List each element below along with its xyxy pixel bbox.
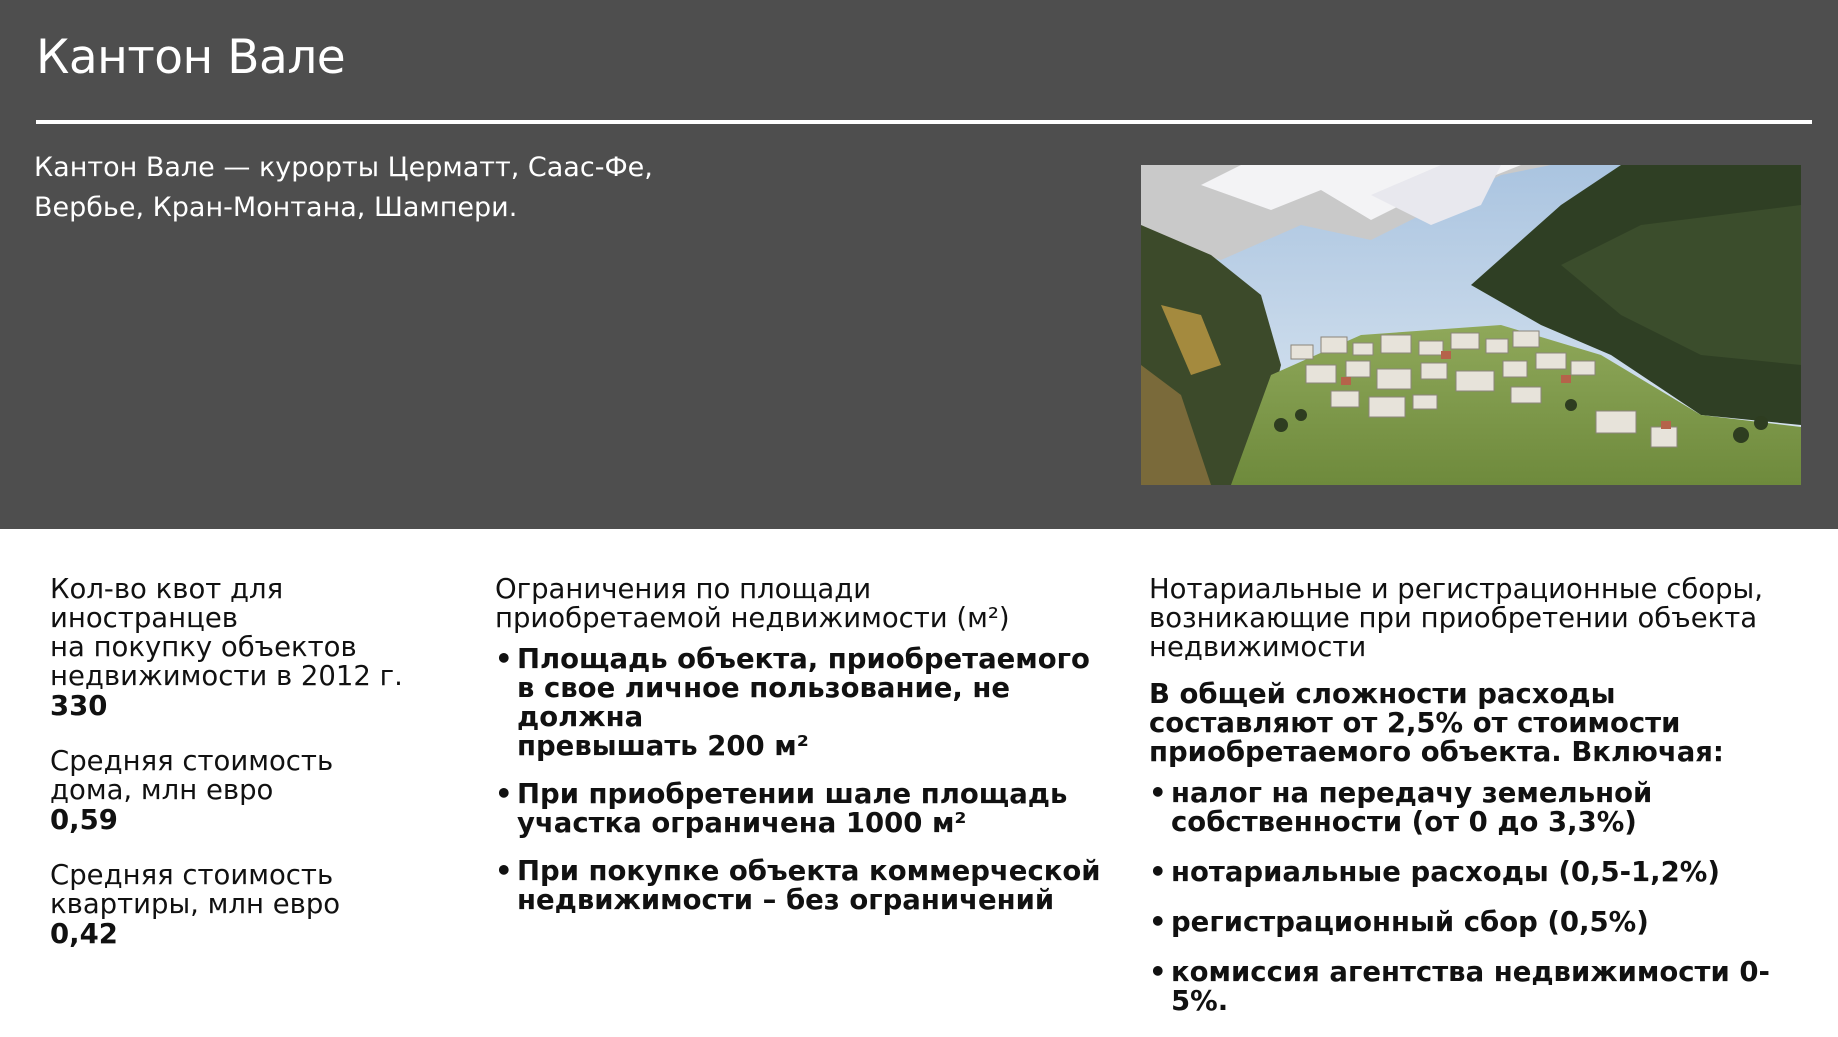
subtitle-line: Кантон Вале — курорты Церматт, Саас-Фе, bbox=[34, 152, 653, 183]
bullet-icon: • bbox=[1149, 906, 1167, 938]
stat-label: Кол-во квот для иностранцев bbox=[50, 573, 284, 634]
title-divider bbox=[36, 120, 1812, 124]
fees-heading: возникающие при приобретении объекта bbox=[1149, 602, 1758, 634]
bullet-icon: • bbox=[495, 855, 513, 887]
list-item-line: При покупке объекта коммерческой bbox=[517, 855, 1101, 887]
page-title: Кантон Вале bbox=[36, 30, 346, 85]
bullet-icon: • bbox=[1149, 777, 1167, 809]
restrictions-column bbox=[495, 575, 1115, 934]
stat-label: дома, млн евро bbox=[50, 774, 274, 806]
fees-summary bbox=[1149, 680, 1819, 767]
fees-heading: Нотариальные и регистрационные сборы, bbox=[1149, 573, 1764, 605]
list-item-line: комиссия агентства недвижимости 0-5%. bbox=[1171, 956, 1770, 1017]
bullet-icon: • bbox=[495, 778, 513, 810]
bullet-icon: • bbox=[1149, 956, 1167, 988]
list-item bbox=[495, 857, 1115, 915]
fees-heading: недвижимости bbox=[1149, 631, 1367, 663]
list-item bbox=[1149, 858, 1819, 887]
restrictions-heading: Ограничения по площади bbox=[495, 573, 872, 605]
restrictions-heading: приобретаемой недвижимости (м²) bbox=[495, 602, 1010, 634]
list-item-line: недвижимости – без ограничений bbox=[517, 884, 1055, 916]
list-item bbox=[1149, 908, 1819, 937]
list-item-line: налог на передачу земельной bbox=[1171, 777, 1653, 809]
stat-value: 0,42 bbox=[50, 918, 118, 950]
list-item bbox=[1149, 779, 1819, 837]
list-item-line: участка ограничена 1000 м² bbox=[517, 807, 967, 839]
bullet-icon: • bbox=[495, 643, 513, 675]
list-item-line: Площадь объекта, приобретаемого bbox=[517, 643, 1090, 675]
fees-summary-line: В общей сложности расходы bbox=[1149, 678, 1616, 710]
fees-summary-line: приобретаемого объекта. Включая: bbox=[1149, 736, 1724, 768]
stat-house-price bbox=[50, 747, 450, 835]
stat-quota bbox=[50, 575, 450, 721]
list-item bbox=[1149, 958, 1819, 1016]
list-item-line: в свое личное пользование, не должна bbox=[517, 672, 1011, 733]
stat-value: 330 bbox=[50, 690, 108, 722]
fees-list bbox=[1149, 779, 1819, 1016]
stat-label: квартиры, млн евро bbox=[50, 888, 341, 920]
bullet-icon: • bbox=[1149, 856, 1167, 888]
restrictions-list bbox=[495, 645, 1115, 915]
stat-label: на покупку объектов bbox=[50, 631, 357, 663]
stat-apartment-price bbox=[50, 861, 450, 949]
subtitle bbox=[34, 148, 754, 228]
list-item-line: превышать 200 м² bbox=[517, 730, 809, 762]
subtitle-line: Вербье, Кран-Монтана, Шампери. bbox=[34, 192, 518, 223]
stat-label: недвижимости в 2012 г. bbox=[50, 660, 403, 692]
mountain-village-photo bbox=[1141, 165, 1801, 485]
stat-label: Средняя стоимость bbox=[50, 745, 334, 777]
list-item-line: При приобретении шале площадь bbox=[517, 778, 1068, 810]
stat-value: 0,59 bbox=[50, 804, 118, 836]
list-item bbox=[495, 780, 1115, 838]
stat-label: Средняя стоимость bbox=[50, 859, 334, 891]
list-item bbox=[495, 645, 1115, 761]
fees-column bbox=[1149, 575, 1819, 1037]
list-item-line: нотариальные расходы (0,5-1,2%) bbox=[1171, 856, 1720, 888]
fees-summary-line: составляют от 2,5% от стоимости bbox=[1149, 707, 1681, 739]
list-item-line: собственности (от 0 до 3,3%) bbox=[1171, 806, 1637, 838]
list-item-line: регистрационный сбор (0,5%) bbox=[1171, 906, 1649, 938]
stats-column bbox=[50, 575, 450, 975]
